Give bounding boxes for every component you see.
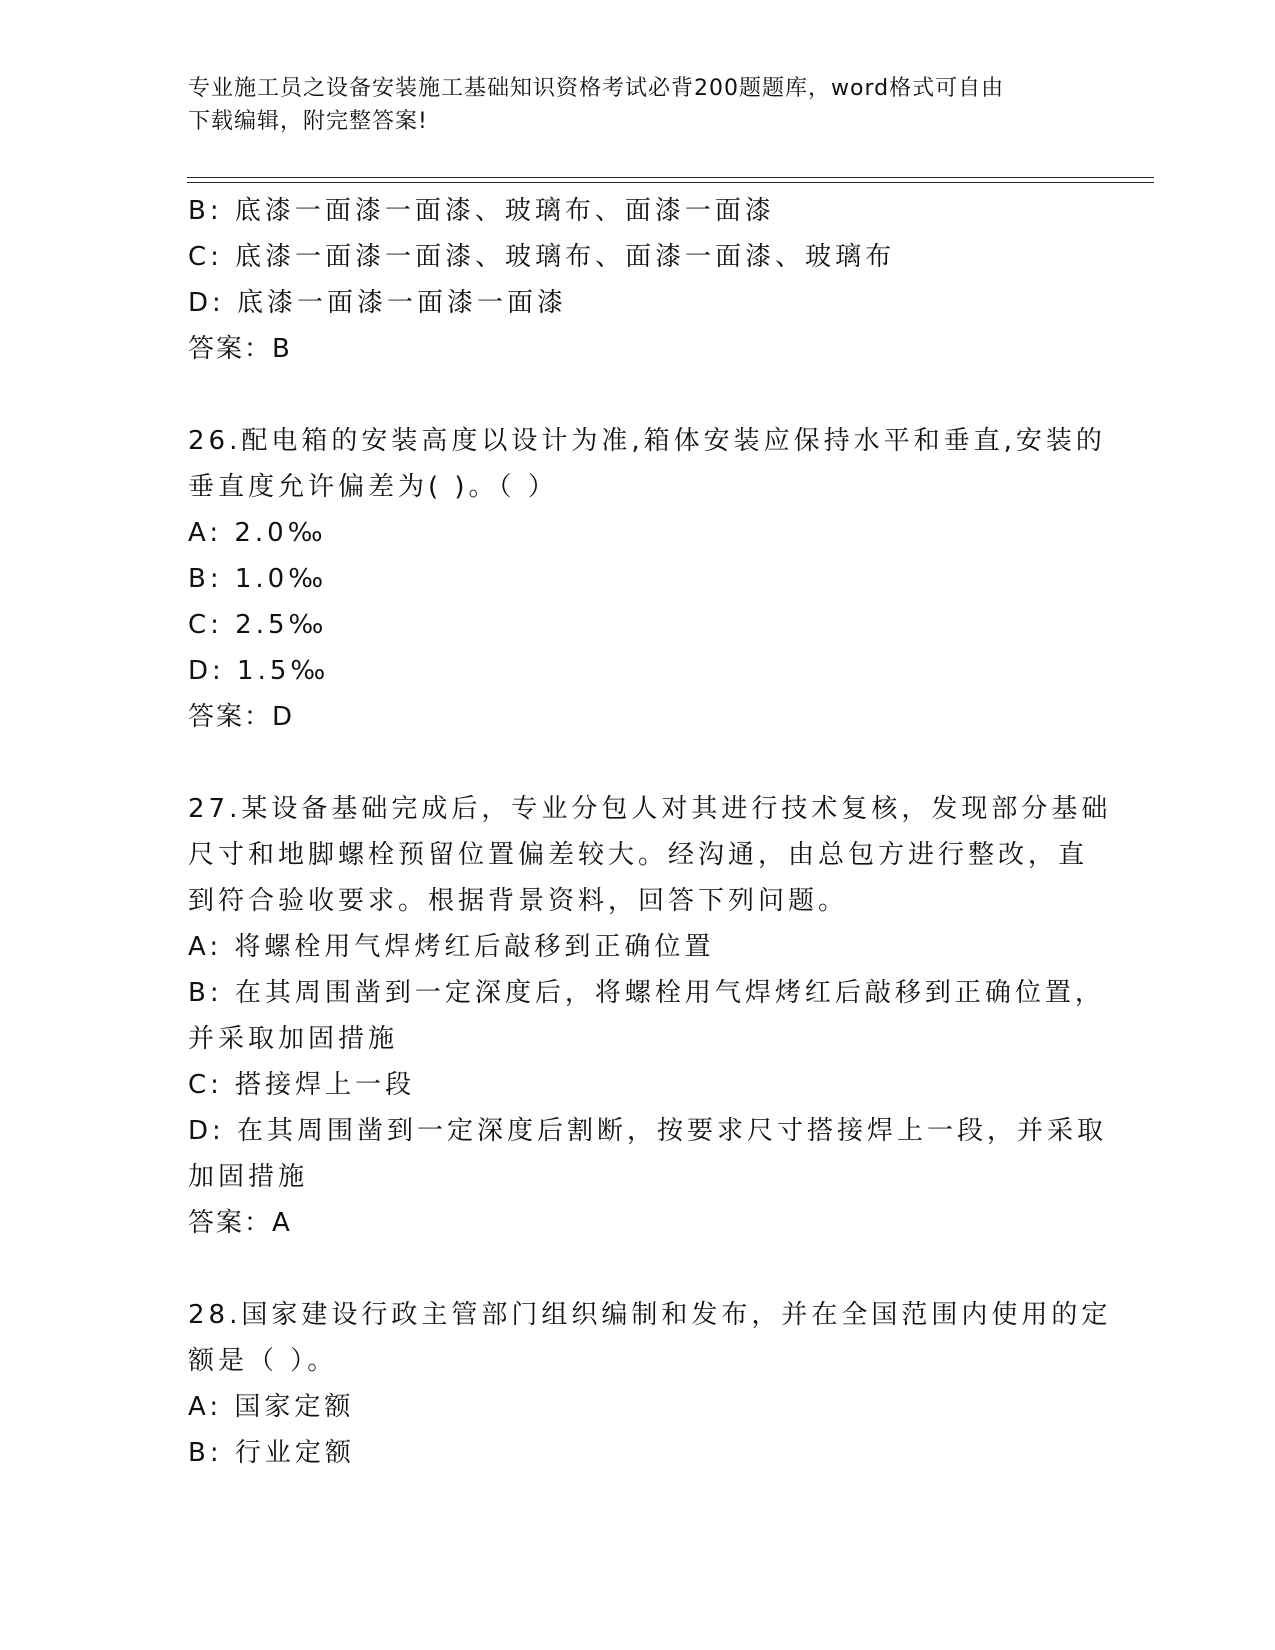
header-title-line-2: 下载编辑，附完整答案! [188,109,428,134]
question-stem-line: 27.某设备基础完成后，专业分包人对其进行技术复核，发现部分基础 [188,794,1112,824]
option-d: D: 1.5‰ [188,656,330,686]
option-d-continued: 加固措施 [188,1162,309,1192]
option-c: C: 搭接焊上一段 [188,1070,416,1100]
question-stem-line: 额是（ ）。 [188,1346,338,1376]
question-26 [188,418,1106,740]
answer: 答案：D [188,702,295,732]
question-stem-line: 到符合验收要求。根据背景资料，回答下列问题。 [188,886,849,916]
question-25-remainder [188,188,1078,372]
answer: 答案：A [188,1208,292,1238]
option-b-continued: 并采取加固措施 [188,1024,399,1054]
option-b: B: 底漆一面漆一面漆、玻璃布、面漆一面漆 [188,196,775,226]
answer: 答案：B [188,334,292,364]
spacer [188,372,1078,418]
header-divider-bottom [187,182,1154,183]
option-c: C: 底漆一面漆一面漆、玻璃布、面漆一面漆、玻璃布 [188,242,896,272]
question-27 [188,786,1112,1246]
document-header [188,72,1088,138]
option-d: D: 在其周围凿到一定深度后割断，按要求尺寸搭接焊上一段，并采取 [188,1116,1108,1146]
header-divider-top [187,177,1154,178]
question-stem-line: 垂直度允许偏差为( )。（ ） [188,472,558,502]
header-title-line-1: 专业施工员之设备安装施工基础知识资格考试必背200题题库，word格式可自由 [188,76,1005,101]
question-stem-line: 26.配电箱的安装高度以设计为准,箱体安装应保持水平和垂直,安装的 [188,426,1106,456]
option-a: A: 2.0‰ [188,518,327,548]
question-stem-line: 尺寸和地脚螺栓预留位置偏差较大。经沟通，由总包方进行整改，直 [188,840,1089,870]
question-28 [188,1292,1112,1476]
option-a: A: 国家定额 [188,1392,355,1422]
option-b: B: 行业定额 [188,1438,355,1468]
spacer [188,740,1078,786]
question-stem-line: 28.国家建设行政主管部门组织编制和发布，并在全国范围内使用的定 [188,1300,1112,1330]
option-a: A: 将螺栓用气焊烤红后敲移到正确位置 [188,932,715,962]
option-d: D: 底漆一面漆一面漆一面漆 [188,288,568,318]
question-list [188,188,1112,1476]
option-b: B: 1.0‰ [188,564,328,594]
option-b: B: 在其周围凿到一定深度后，将螺栓用气焊烤红后敲移到正确位置， [188,978,1105,1008]
option-c: C: 2.5‰ [188,610,328,640]
spacer [188,1246,1078,1292]
